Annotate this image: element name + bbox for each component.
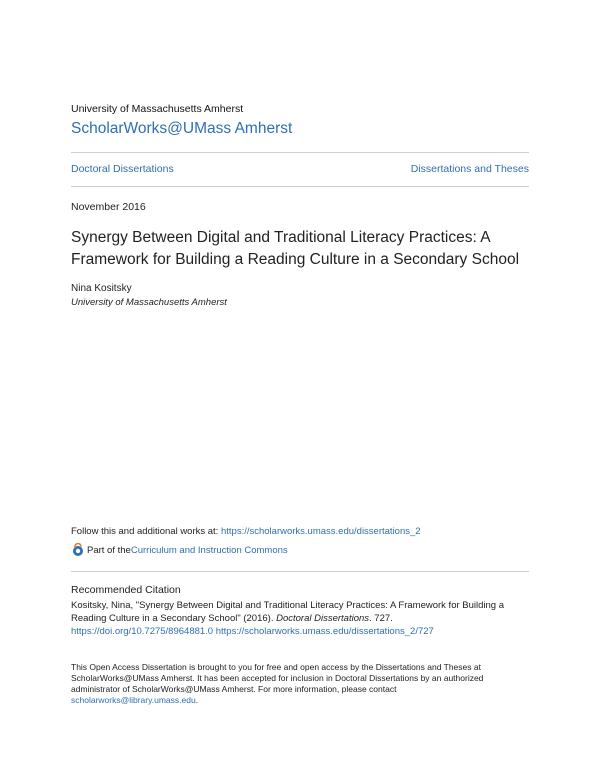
footer-notice [71,662,531,706]
author-name: Nina Kositsky [71,283,132,294]
citation-body [71,599,531,638]
follow-url-link[interactable]: https://scholarworks.umass.edu/dissertations_2 [220,526,421,537]
institution-name: University of Massachusetts Amherst [71,103,244,115]
follow-label: Follow this and additional works at: [71,526,221,537]
citation-text: Kositsky, Nina, "Synergy Between Digital and Traditional Literacy Practices: A Framework for Building a Reading Culture in a Secondary School" (2016). [71,600,505,624]
dissertations-and-theses-link[interactable]: Dissertations and Theses [410,163,529,175]
open-access-icon [71,543,85,557]
divider-top [71,152,529,153]
divider-citation [71,571,529,572]
citation-number: . 727. [369,613,393,624]
follow-line [71,526,421,537]
footer-text: This Open Access Dissertation is brought to you for free and open access by the Dissertations and Theses at ScholarWorks@UMass Amherst. It has been accepted for inclusion in Doctoral Dissertations by an authorized administrator of ScholarWorks@UMass Amherst. For more information, please contact [71,662,484,694]
citation-heading: Recommended Citation [71,584,181,596]
author-affiliation: University of Massachusetts Amherst [71,297,227,308]
footer-email-suffix: . [195,695,199,705]
curriculum-commons-link[interactable]: Curriculum and Instruction Commons [130,544,288,556]
document-title: Synergy Between Digital and Traditional Literacy Practices: A Framework for Building a Reading Culture in a Secondary School [71,229,520,268]
part-of-line [71,543,288,557]
site-name-link[interactable]: ScholarWorks@UMass Amherst [71,120,293,137]
divider-nav [71,186,529,187]
publication-date: November 2016 [71,201,146,213]
part-of-label: Part of the [87,544,131,556]
citation-links[interactable]: https://doi.org/10.7275/8964881.0 https://scholarworks.umass.edu/dissertations_2/727 [71,626,434,637]
contact-email-link[interactable]: scholarworks@library.umass.edu [71,695,196,705]
citation-journal: Doctoral Dissertations [276,613,370,624]
doctoral-dissertations-link[interactable]: Doctoral Dissertations [71,163,174,175]
